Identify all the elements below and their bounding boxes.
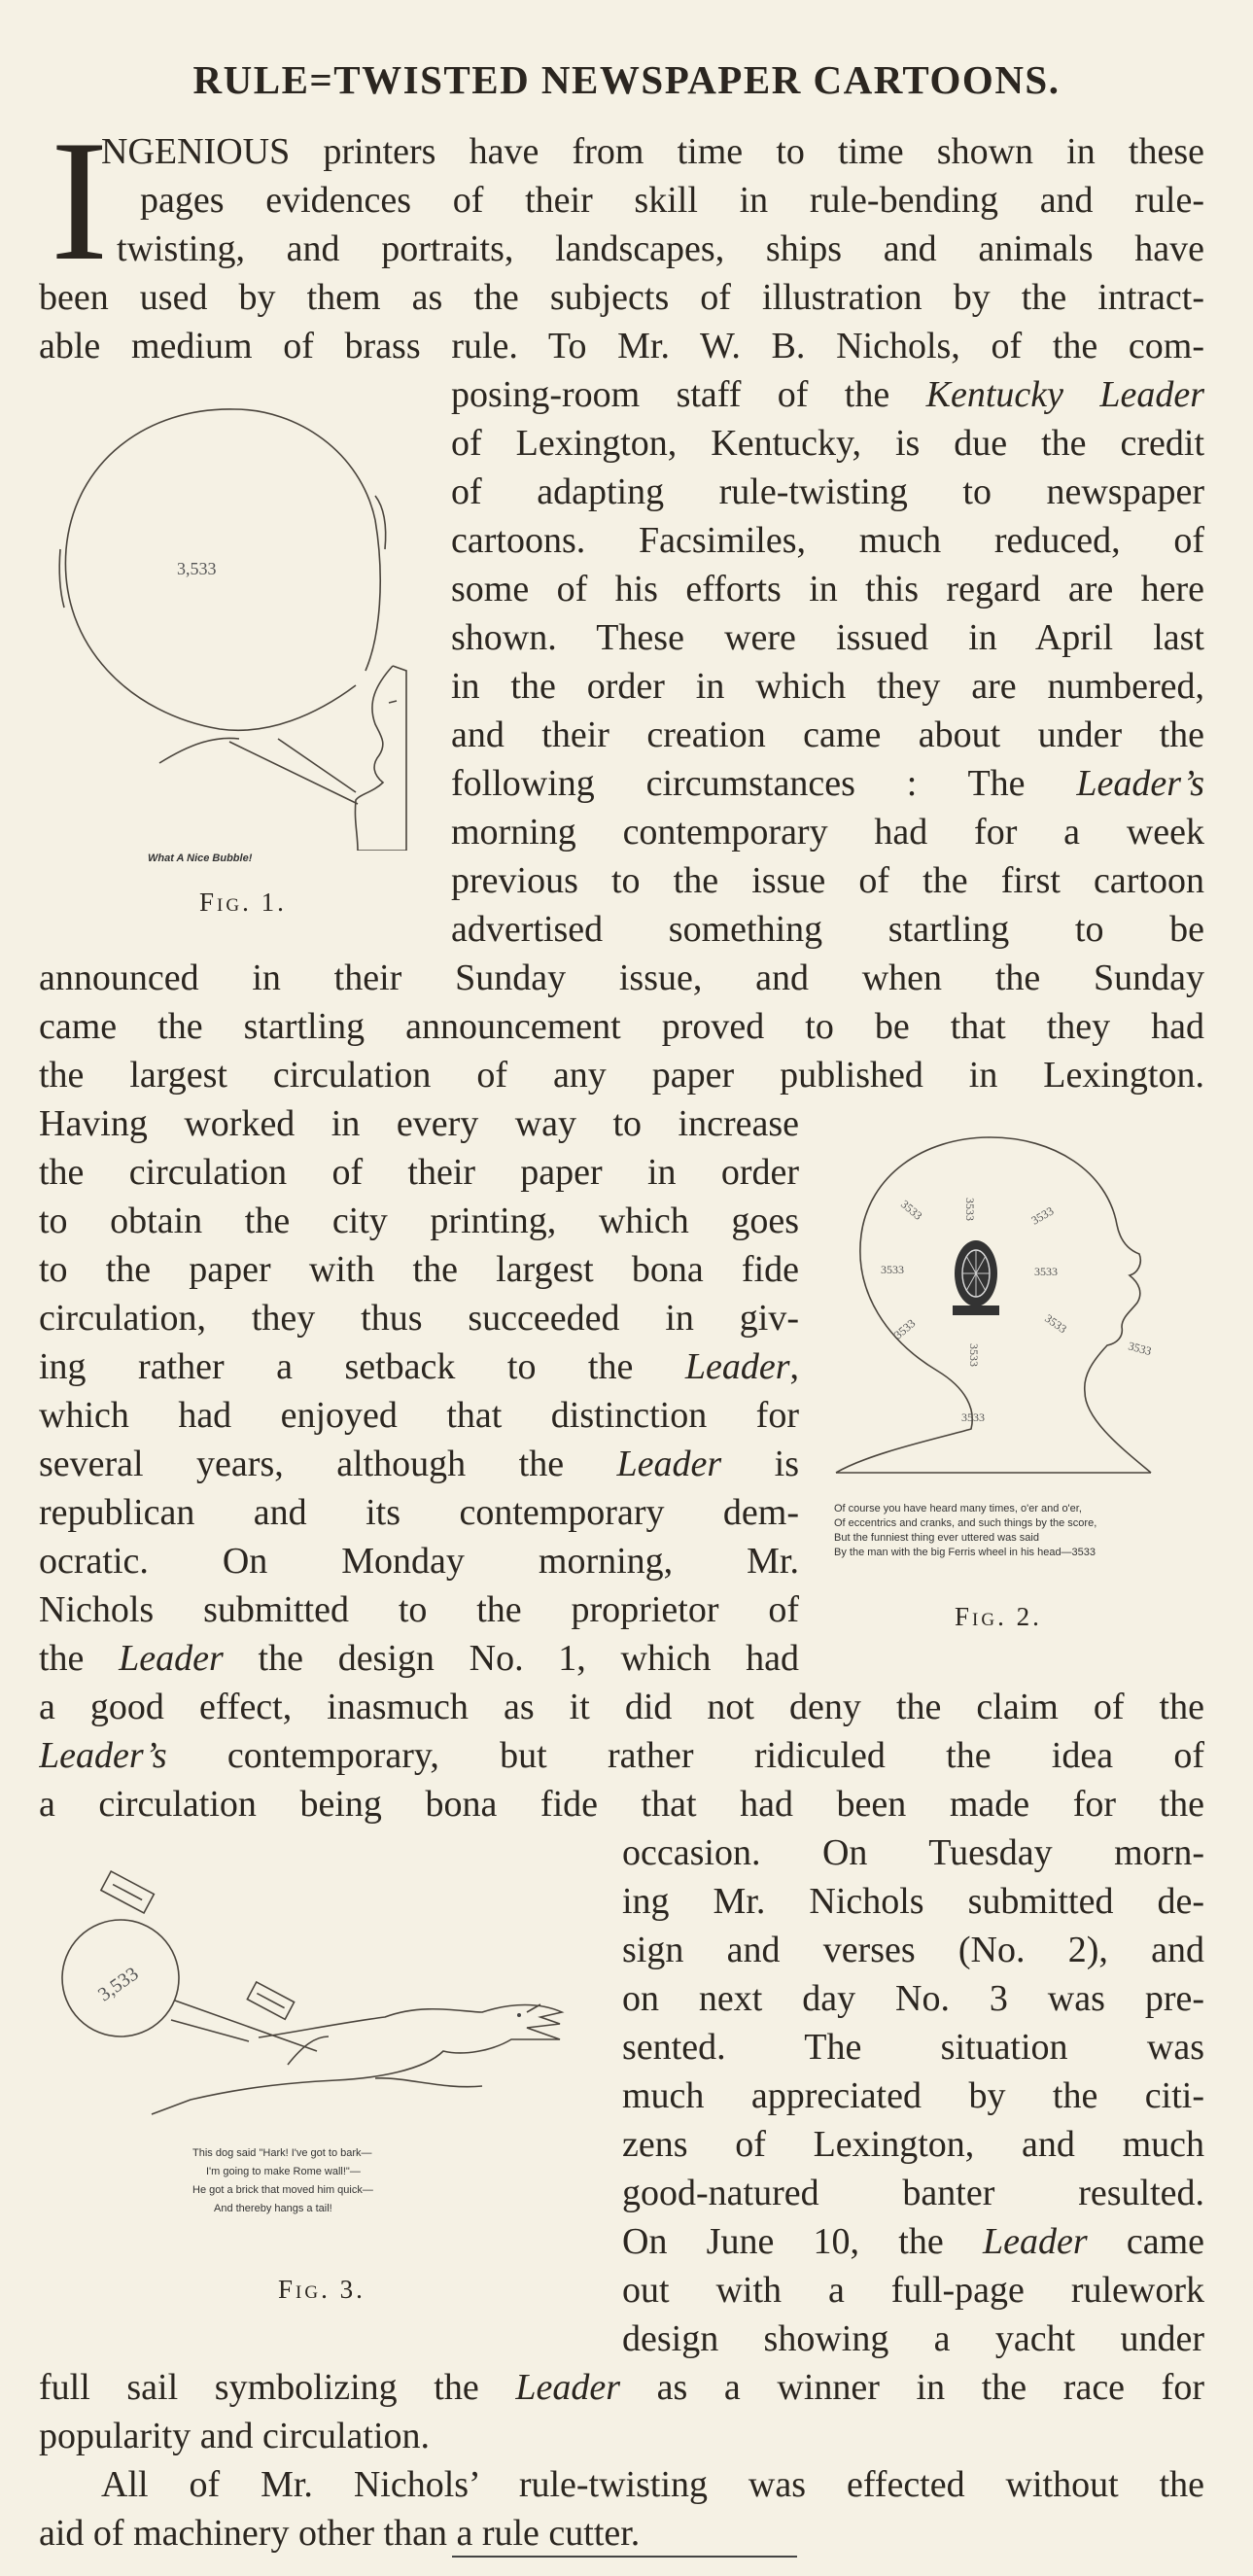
text-line: sented. The situation was (622, 2027, 1204, 2068)
text-line: the circulation of their paper in order (39, 1152, 799, 1193)
text-line: ocratic. On Monday morning, Mr. (39, 1541, 799, 1582)
figure-3-ball-text: 3,533 (94, 1963, 143, 2006)
italic-run: Leader (119, 1638, 224, 1679)
figure-2-number-4: 3533 (881, 1263, 904, 1276)
text-line (39, 1731, 1204, 1780)
text-run: full sail symbolizing the (39, 2367, 516, 2408)
figure-2-number-5: 3533 (1034, 1265, 1058, 1278)
figure-3-label: Fig. 3. (278, 2275, 365, 2304)
text-line: aid of machinery other than a rule cutter. (39, 2513, 641, 2554)
text-line: a good effect, inasmuch as it did not deny the claim of the (39, 1687, 1204, 1727)
text-line: advertised something startling to be (451, 909, 1204, 950)
italic-run: Leader (616, 1444, 722, 1484)
text-run: following circumstances : The (451, 763, 1077, 804)
figure-2-number-9: 3533 (961, 1410, 985, 1424)
text-line: cartoons. Facsimiles, much reduced, of (451, 520, 1204, 561)
text-line: sign and verses (No. 2), and (622, 1930, 1204, 1970)
text-run: the (39, 1638, 120, 1679)
text-line: announced in their Sunday issue, and when the Sunday (39, 957, 1204, 998)
figure-2-label: Fig. 2. (955, 1602, 1042, 1631)
text-line (451, 759, 1204, 808)
text-run: ing rather a setback to the (39, 1346, 685, 1387)
figure-1-caption: What A Nice Bubble! (148, 853, 253, 864)
text-line (451, 370, 1204, 419)
fig3-caption-line: I'm going to make Rome wall!"— (206, 2166, 361, 2177)
text-line: design showing a yacht under (622, 2318, 1204, 2359)
italic-run: Leader (515, 2367, 621, 2408)
text-line (39, 1634, 799, 1683)
text-line: previous to the issue of the first cartoon (451, 860, 1204, 901)
figure-2-number-1: 3533 (963, 1198, 977, 1221)
text-line: a circulation being bona fide that had been made for the (39, 1784, 1204, 1825)
fig3-caption-line: This dog said "Hark! I've got to bark— (192, 2147, 372, 2159)
text-line: Having worked in every way to increase (39, 1103, 799, 1144)
figure-2-head-cartoon (830, 1128, 1200, 1478)
text-line: of Lexington, Kentucky, is due the credit (451, 423, 1204, 464)
figure-2-number-7: 3533 (1042, 1310, 1069, 1337)
text-line: the largest circulation of any paper published in Lexington. (39, 1055, 1204, 1096)
text-line (39, 2363, 1204, 2412)
italic-run: Leader (684, 1346, 790, 1387)
text-run: On June 10, the (622, 2221, 983, 2262)
figure-2-number-2: 3533 (898, 1197, 925, 1223)
text-line: to the paper with the largest bona fide (39, 1249, 799, 1290)
article-title: RULE=TWISTED NEWSPAPER CARTOONS. (192, 57, 1061, 102)
text-run: several years, although the (39, 1444, 617, 1484)
figure-2-number-8: 3533 (967, 1343, 981, 1367)
text-line: zens of Lexington, and much (622, 2124, 1204, 2165)
text-line: on next day No. 3 was pre- (622, 1978, 1204, 2019)
text-line: and their creation came about under the (451, 714, 1204, 755)
text-run: contemporary, but rather ridiculed the idea of (166, 1735, 1204, 1776)
text-line (622, 2217, 1204, 2266)
text-run: , (789, 1346, 799, 1387)
text-run: as a winner in the race for (620, 2367, 1204, 2408)
italic-run: Leader’s (39, 1735, 167, 1776)
figure-1-label: Fig. 1. (199, 888, 287, 917)
text-line: of adapting rule-twisting to newspaper (451, 471, 1204, 512)
end-rule (452, 2556, 797, 2558)
fig2-caption-line: Of eccentrics and cranks, and such things by the score, (834, 1517, 1097, 1529)
text-line: occasion. On Tuesday morn- (622, 1832, 1204, 1873)
text-line: morning contemporary had for a week (451, 812, 1204, 853)
text-line: circulation, they thus succeeded in giv- (39, 1298, 799, 1339)
fig2-caption-line: Of course you have heard many times, o'er and o'er, (834, 1503, 1082, 1514)
figure-1-bubble-cartoon (54, 394, 414, 851)
text-line: much appreciated by the citi- (622, 2075, 1204, 2116)
text-line: popularity and circulation. (39, 2416, 431, 2456)
text-line: Nichols submitted to the proprietor of (39, 1589, 799, 1630)
figure-2-number-10: 3533 (1127, 1339, 1154, 1359)
fig2-caption-line: By the man with the big Ferris wheel in his head—3533 (834, 1547, 1096, 1558)
drop-cap: I (51, 104, 109, 296)
text-line: good-natured banter resulted. (622, 2173, 1204, 2213)
text-run: the design No. 1, which had (223, 1638, 799, 1679)
text-line: shown. These were issued in April last (451, 617, 1204, 658)
italic-run: Kentucky Leader (925, 374, 1204, 415)
text-line: pages evidences of their skill in rule-bending and rule- (140, 180, 1204, 221)
fig3-caption-line: And thereby hangs a tail! (214, 2203, 332, 2214)
text-line: been used by them as the subjects of illustration by the intract- (39, 277, 1204, 318)
text-line: All of Mr. Nichols’ rule-twisting was effected without the (101, 2464, 1204, 2505)
text-run: came (1087, 2221, 1204, 2262)
text-line: in the order in which they are numbered, (451, 666, 1204, 707)
text-line: able medium of brass rule. To Mr. W. B. Nichols, of the com- (39, 326, 1204, 366)
text-line: NGENIOUS printers have from time to time shown in these (101, 131, 1204, 172)
text-line: to obtain the city printing, which goes (39, 1201, 799, 1241)
italic-run: Leader (982, 2221, 1088, 2262)
italic-run: Leader’s (1076, 763, 1204, 804)
fig2-caption-line: But the funniest thing ever uttered was said (834, 1532, 1039, 1544)
text-line: which had enjoyed that distinction for (39, 1395, 799, 1436)
figure-3-dog-cartoon (54, 1857, 579, 2143)
text-line: twisting, and portraits, landscapes, ships and animals have (117, 228, 1204, 269)
text-line (39, 1440, 799, 1488)
fig3-caption-line: He got a brick that moved him quick— (192, 2184, 373, 2196)
figure-2-number-6: 3533 (890, 1316, 919, 1342)
text-line: out with a full-page rulework (622, 2270, 1204, 2311)
text-line (39, 1342, 799, 1391)
figure-1-bubble-text: 3,533 (177, 559, 217, 578)
text-line: republican and its contemporary dem- (39, 1492, 799, 1533)
text-line: ing Mr. Nichols submitted de- (622, 1881, 1204, 1922)
text-run: is (721, 1444, 799, 1484)
text-line: came the startling announcement proved to be that they had (39, 1006, 1204, 1047)
text-line: some of his efforts in this regard are here (451, 569, 1204, 609)
text-run: posing-room staff of the (451, 374, 926, 415)
figure-2-number-3: 3533 (1028, 1203, 1057, 1228)
